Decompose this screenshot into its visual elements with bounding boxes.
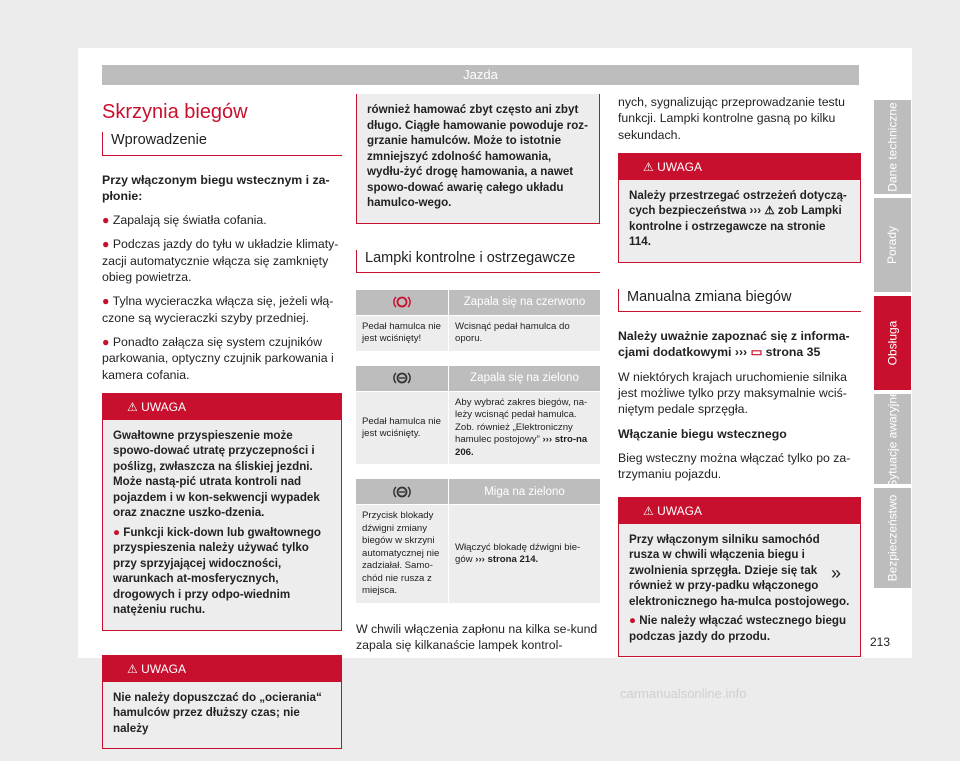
page-header: Jazda	[102, 65, 859, 85]
lamp-table-heading: Zapala się na zielono	[449, 365, 601, 391]
warning-text: Gwałtowne przyspieszenie może spowo-dować utratę przyczepności i poślizg, zwłaszcza na śliskiej jezdni. Może nastą-pić utrata kontroli nad pojazdem i w kon-sekwencji wypadek oraz znaczne uszko-dzenia.	[113, 428, 320, 520]
bullet-item: ● Podczas jazdy do tyłu w układzie klimaty-zacji automatycznie włącza się zamknięty obieg powietrza.	[102, 237, 339, 285]
page-title: Skrzynia biegów	[102, 101, 248, 123]
table-row	[356, 315, 600, 351]
body-text: Bieg wsteczny można włączać tylko po za-trzymaniu pojazdu.	[618, 450, 851, 482]
page-reference[interactable]: ››› strona 214.	[475, 554, 539, 566]
lamp-table-green	[356, 365, 600, 465]
bullet-icon: ●	[102, 237, 113, 252]
warning-text: Nie należy dopuszczać do „ocierania“ hamulców przez dłuższy czas; nie należy	[113, 690, 322, 735]
lamp-action: Wcisnąć pedał hamulca do oporu.	[449, 315, 601, 351]
warning-header: ⚠ UWAGA	[619, 154, 860, 180]
lamp-table-header	[356, 289, 600, 315]
warning-bullet: ● Nie należy włączać wstecznego biegu podczas jazdy do przodu.	[629, 614, 847, 643]
tab-dane-techniczne[interactable]: Dane techniczne	[874, 100, 911, 194]
lamp-action: Włączyć blokadę dźwigni bie-gów ››› strona 214.	[449, 505, 601, 603]
warning-body	[357, 94, 599, 223]
warning-text: Należy przestrzegać ostrzeżeń dotyczą-cych bezpieczeństwa ››› ⚠ zob Lampki kontrolne i ostrzegawcze na stronie 114.	[629, 188, 847, 249]
section-heading-lamps: Lampki kontrolne i ostrzegawcze	[356, 250, 600, 273]
bullet-icon: ●	[102, 334, 113, 349]
chapter-tabs	[874, 100, 911, 592]
lamp-table-header	[356, 365, 600, 391]
tab-bezpieczenstwo[interactable]: Bezpieczeństwo	[874, 488, 911, 588]
tab-obsluga[interactable]: Obsługa	[874, 296, 911, 390]
tab-sytuacje-awaryjne[interactable]: Sytuacje awaryjne	[874, 394, 911, 484]
warning-body	[619, 524, 860, 657]
bullet-item: ● Zapalają się światła cofania.	[102, 213, 267, 228]
body-text: W niektórych krajach uruchomienie silnika jest możliwe tylko przy maksymalnie wciś-niętym pedale sprzęgła.	[618, 369, 847, 417]
section-heading-intro: Wprowadzenie	[102, 132, 342, 155]
warning-box	[618, 153, 861, 263]
table-row	[356, 391, 600, 464]
warning-triangle-icon: ⚠	[127, 661, 142, 676]
brake-warning-icon	[356, 289, 449, 315]
column-1	[102, 98, 342, 761]
table-row	[356, 505, 600, 603]
book-icon: ▭	[750, 345, 763, 360]
warning-box	[102, 393, 342, 631]
warning-header: ⚠ UWAGA	[619, 498, 860, 524]
page-reference[interactable]: strona 35	[765, 345, 821, 360]
warning-box	[102, 655, 342, 750]
lamp-table-heading: Miga na zielono	[449, 479, 601, 505]
bullet-icon: ●	[113, 525, 124, 539]
warning-body	[103, 420, 341, 630]
page-reference[interactable]: ››› ⚠ zob Lampki kontrolne i ostrzegawcze na stronie 114.	[629, 204, 842, 249]
bullet-item: ● Tylna wycieraczka włącza się, jeżeli włą-czone są wycieraczki szyby przedniej.	[102, 294, 334, 325]
lamp-table-heading: Zapala się na czerwono	[449, 289, 601, 315]
warning-text: również hamować zbyt często ani zbyt długo. Ciągłe hamowanie powoduje roz-grzanie hamulców. Może to istotnie zmniejszyć zdolność hamowania, wydłu-żyć drogę hamowania, a nawet spowo-dować awarię całego układu hamulco-wego.	[367, 103, 588, 209]
column-3	[618, 94, 861, 669]
warning-bullet: ● Funkcji kick-down lub gwałtownego przyspieszenia należy używać tylko przy sprzyjającej widoczności, warunkach at-mosferycznych, drogowych i przy odpo-wiednim natężeniu ruchu.	[113, 525, 321, 617]
continue-marker: »	[831, 563, 842, 583]
body-text: W chwili włączenia zapłonu na kilka se-kund zapala się kilkanaście lampek kontrol-	[356, 621, 598, 653]
warning-header: ⚠ UWAGA	[103, 656, 341, 682]
lamp-action: Aby wybrać zakres biegów, na-leży wcisnąć pedał hamulca. Zob. również „Elektroniczny hamulec postojowy” ››› stro-na 206.	[449, 391, 601, 464]
warning-text: Przy włączonym silniku samochód rusza w chwili włączenia biegu i zwolnienia sprzęgła. Dzieje się tak również w przy-padku włączonego elektronicznego ha-mulca postojowego.	[629, 532, 850, 608]
brake-pedal-icon	[356, 479, 449, 505]
tab-porady[interactable]: Porady	[874, 198, 911, 292]
lamp-table-header	[356, 479, 600, 505]
watermark: carmanualsonline.info	[620, 686, 747, 701]
subheading: Włączanie biegu wstecznego	[618, 426, 787, 441]
page-number: 213	[870, 635, 891, 649]
body-text: nych, sygnalizując przeprowadzanie testu funkcji. Lampki kontrolne gasną po kilku sekundach.	[618, 95, 845, 142]
warning-body	[619, 180, 860, 262]
lamp-cause: Pedał hamulca nie jest wciśnięty!	[356, 315, 449, 351]
lamp-cause: Przycisk blokady dźwigni zmiany biegów w skrzyni automatycznej nie zadziałał. Samo-chód nie rusza z miejsca.	[356, 505, 449, 603]
info-text: Należy uważnie zapoznać się z informa-cjami dodatkowymi ››› ▭ strona 35	[618, 329, 850, 360]
intro-text: Przy włączonym biegu wstecznym i za-płonie:	[102, 172, 330, 203]
lamp-table-red	[356, 289, 600, 351]
bullet-icon: ●	[102, 213, 113, 228]
warning-triangle-icon: ⚠	[643, 159, 658, 174]
lamp-table-blinking	[356, 478, 600, 603]
warning-box-continued	[356, 94, 600, 224]
bullet-item: ● Ponadto załącza się system czujników parkowania, optyczny czujnik parkowania i kamera cofania.	[102, 334, 334, 382]
warning-header: ⚠ UWAGA	[103, 394, 341, 420]
warning-box	[618, 497, 861, 658]
lamp-cause: Pedał hamulca nie jest wciśnięty.	[356, 391, 449, 464]
section-heading-manual: Manualna zmiana biegów	[618, 289, 861, 312]
warning-triangle-icon: ⚠	[643, 503, 658, 518]
warning-body	[103, 682, 341, 749]
brake-pedal-icon	[356, 365, 449, 391]
bullet-icon: ●	[102, 294, 113, 309]
bullet-icon: ●	[629, 614, 640, 628]
page-reference[interactable]: ››› stro-na 206.	[455, 434, 588, 458]
column-2	[356, 94, 600, 661]
warning-triangle-icon: ⚠	[127, 399, 142, 414]
